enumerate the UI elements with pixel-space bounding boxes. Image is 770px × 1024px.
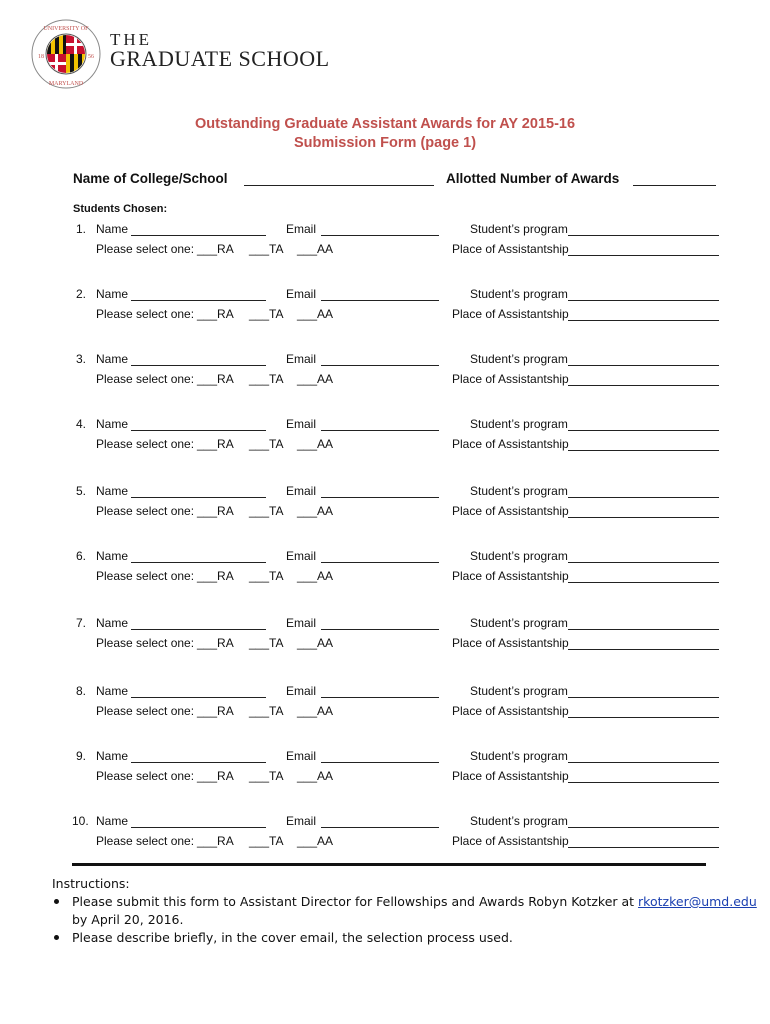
- email-label: Email: [286, 287, 317, 301]
- ra-option[interactable]: ___RA: [197, 834, 234, 848]
- email-label: Email: [286, 616, 317, 630]
- program-input-line[interactable]: [568, 235, 719, 236]
- ra-option[interactable]: ___RA: [197, 437, 234, 451]
- select-label: Please select one:: [96, 437, 195, 451]
- email-input-line[interactable]: [321, 762, 439, 763]
- ra-option[interactable]: ___RA: [197, 769, 234, 783]
- seal-text-bottom: MARYLAND: [48, 81, 84, 87]
- aa-option[interactable]: ___AA: [297, 372, 334, 386]
- name-label: Name: [96, 684, 129, 698]
- awards-label: Allotted Number of Awards: [446, 171, 620, 186]
- ra-option[interactable]: ___RA: [197, 307, 234, 321]
- ta-option[interactable]: ___TA: [249, 437, 284, 451]
- assistantship-label: Place of Assistantship: [452, 242, 569, 256]
- email-input-line[interactable]: [321, 827, 439, 828]
- students-chosen-label: Students Chosen:: [73, 203, 168, 215]
- select-label: Please select one:: [96, 504, 195, 518]
- assistantship-input-line[interactable]: [568, 450, 719, 451]
- student-number: 10.: [72, 814, 89, 828]
- section-divider: [72, 863, 706, 866]
- program-label: Student’s program: [470, 616, 568, 630]
- ra-option[interactable]: ___RA: [197, 704, 234, 718]
- seal-text-top: UNIVERSITY OF: [43, 26, 89, 32]
- name-input-line[interactable]: [131, 629, 266, 630]
- ra-option[interactable]: ___RA: [197, 372, 234, 386]
- assistantship-input-line[interactable]: [568, 649, 719, 650]
- student-number: 7.: [76, 616, 87, 630]
- email-label: Email: [286, 684, 317, 698]
- assistantship-label: Place of Assistantship: [452, 307, 569, 321]
- name-label: Name: [96, 549, 129, 563]
- program-input-line[interactable]: [568, 562, 719, 563]
- select-label: Please select one:: [96, 372, 195, 386]
- program-input-line[interactable]: [568, 827, 719, 828]
- ta-option[interactable]: ___TA: [249, 569, 284, 583]
- name-input-line[interactable]: [131, 697, 266, 698]
- program-label: Student’s program: [470, 287, 568, 301]
- email-input-line[interactable]: [321, 629, 439, 630]
- student-number: 9.: [76, 749, 87, 763]
- assistantship-label: Place of Assistantship: [452, 504, 569, 518]
- name-label: Name: [96, 814, 129, 828]
- ra-option[interactable]: ___RA: [197, 242, 234, 256]
- program-label: Student’s program: [470, 749, 568, 763]
- aa-option[interactable]: ___AA: [297, 242, 334, 256]
- instruction-item-2: Please describe briefly, in the cover email, the selection process used.: [72, 930, 513, 945]
- ta-option[interactable]: ___TA: [249, 704, 284, 718]
- select-label: Please select one:: [96, 307, 195, 321]
- name-input-line[interactable]: [131, 827, 266, 828]
- email-label: Email: [286, 549, 317, 563]
- assistantship-input-line[interactable]: [568, 385, 719, 386]
- student-number: 8.: [76, 684, 87, 698]
- email-input-line[interactable]: [321, 697, 439, 698]
- select-label: Please select one:: [96, 569, 195, 583]
- email-input-line[interactable]: [321, 430, 439, 431]
- bullet-icon: [54, 935, 59, 940]
- assistantship-input-line[interactable]: [568, 517, 719, 518]
- student-number: 1.: [76, 222, 87, 236]
- name-label: Name: [96, 616, 129, 630]
- name-input-line[interactable]: [131, 235, 266, 236]
- name-input-line[interactable]: [131, 497, 266, 498]
- program-input-line[interactable]: [568, 762, 719, 763]
- ta-option[interactable]: ___TA: [249, 504, 284, 518]
- assistantship-input-line[interactable]: [568, 255, 719, 256]
- ta-option[interactable]: ___TA: [249, 834, 284, 848]
- name-label: Name: [96, 352, 129, 366]
- assistantship-input-line[interactable]: [568, 717, 719, 718]
- program-input-line[interactable]: [568, 430, 719, 431]
- name-input-line[interactable]: [131, 562, 266, 563]
- program-label: Student’s program: [470, 484, 568, 498]
- name-input-line[interactable]: [131, 430, 266, 431]
- instructions-heading: Instructions:: [52, 876, 130, 891]
- student-number: 3.: [76, 352, 87, 366]
- assistantship-label: Place of Assistantship: [452, 569, 569, 583]
- student-number: 4.: [76, 417, 87, 431]
- assistantship-label: Place of Assistantship: [452, 437, 569, 451]
- program-input-line[interactable]: [568, 697, 719, 698]
- email-input-line[interactable]: [321, 300, 439, 301]
- ta-option[interactable]: ___TA: [249, 307, 284, 321]
- assistantship-input-line[interactable]: [568, 847, 719, 848]
- program-label: Student’s program: [470, 814, 568, 828]
- student-number: 5.: [76, 484, 87, 498]
- select-label: Please select one:: [96, 769, 195, 783]
- name-input-line[interactable]: [131, 300, 266, 301]
- email-label: Email: [286, 222, 317, 236]
- name-label: Name: [96, 749, 129, 763]
- assistantship-input-line[interactable]: [568, 582, 719, 583]
- ta-option[interactable]: ___TA: [249, 372, 284, 386]
- header-the: THE: [110, 30, 153, 49]
- aa-option[interactable]: ___AA: [297, 569, 334, 583]
- aa-option[interactable]: ___AA: [297, 704, 334, 718]
- name-label: Name: [96, 484, 129, 498]
- instruction-1-text: Please submit this form to Assistant Director for Fellowships and Awards Robyn Kotzker at: [72, 894, 635, 909]
- assistantship-input-line[interactable]: [568, 782, 719, 783]
- awards-input-line[interactable]: [633, 185, 716, 186]
- program-label: Student’s program: [470, 549, 568, 563]
- school-name: GRADUATE SCHOOL: [110, 46, 330, 71]
- ra-option[interactable]: ___RA: [197, 636, 234, 650]
- email-label: Email: [286, 484, 317, 498]
- email-input-line[interactable]: [321, 235, 439, 236]
- email-link[interactable]: rkotzker@umd.edu: [638, 894, 757, 909]
- bullet-icon: [54, 899, 59, 904]
- name-input-line[interactable]: [131, 365, 266, 366]
- student-number: 6.: [76, 549, 87, 563]
- student-number: 2.: [76, 287, 87, 301]
- seal-year-left: 18: [38, 54, 44, 60]
- college-label: Name of College/School: [73, 171, 228, 186]
- email-label: Email: [286, 352, 317, 366]
- program-label: Student’s program: [470, 352, 568, 366]
- seal-year-right: 56: [88, 54, 94, 60]
- aa-option[interactable]: ___AA: [297, 636, 334, 650]
- college-input-line[interactable]: [244, 185, 434, 186]
- form-title: Outstanding Graduate Assistant Awards for AY 2015-16: [194, 116, 576, 132]
- aa-option[interactable]: ___AA: [297, 504, 334, 518]
- assistantship-label: Place of Assistantship: [452, 372, 569, 386]
- aa-option[interactable]: ___AA: [297, 437, 334, 451]
- select-label: Please select one:: [96, 242, 195, 256]
- select-label: Please select one:: [96, 704, 195, 718]
- select-label: Please select one:: [96, 636, 195, 650]
- email-input-line[interactable]: [321, 562, 439, 563]
- aa-option[interactable]: ___AA: [297, 307, 334, 321]
- ra-option[interactable]: ___RA: [197, 504, 234, 518]
- aa-option[interactable]: ___AA: [297, 769, 334, 783]
- name-label: Name: [96, 417, 129, 431]
- ra-option[interactable]: ___RA: [197, 569, 234, 583]
- email-label: Email: [286, 417, 317, 431]
- email-label: Email: [286, 814, 317, 828]
- ta-option[interactable]: ___TA: [249, 636, 284, 650]
- program-input-line[interactable]: [568, 497, 719, 498]
- name-label: Name: [96, 287, 129, 301]
- select-label: Please select one:: [96, 834, 195, 848]
- program-label: Student’s program: [470, 417, 568, 431]
- instruction-item-1-cont: by April 20, 2016.: [72, 912, 184, 927]
- email-input-line[interactable]: [321, 497, 439, 498]
- assistantship-label: Place of Assistantship: [452, 636, 569, 650]
- ta-option[interactable]: ___TA: [249, 769, 284, 783]
- program-input-line[interactable]: [568, 365, 719, 366]
- name-label: Name: [96, 222, 129, 236]
- name-input-line[interactable]: [131, 762, 266, 763]
- form-subtitle: Submission Form (page 1): [293, 135, 477, 151]
- aa-option[interactable]: ___AA: [297, 834, 334, 848]
- ta-option[interactable]: ___TA: [249, 242, 284, 256]
- email-label: Email: [286, 749, 317, 763]
- assistantship-input-line[interactable]: [568, 320, 719, 321]
- instruction-item-1: [72, 894, 757, 909]
- university-seal-logo: [30, 18, 102, 90]
- program-label: Student’s program: [470, 222, 568, 236]
- program-input-line[interactable]: [568, 300, 719, 301]
- program-input-line[interactable]: [568, 629, 719, 630]
- assistantship-label: Place of Assistantship: [452, 769, 569, 783]
- email-input-line[interactable]: [321, 365, 439, 366]
- program-label: Student’s program: [470, 684, 568, 698]
- assistantship-label: Place of Assistantship: [452, 834, 569, 848]
- assistantship-label: Place of Assistantship: [452, 704, 569, 718]
